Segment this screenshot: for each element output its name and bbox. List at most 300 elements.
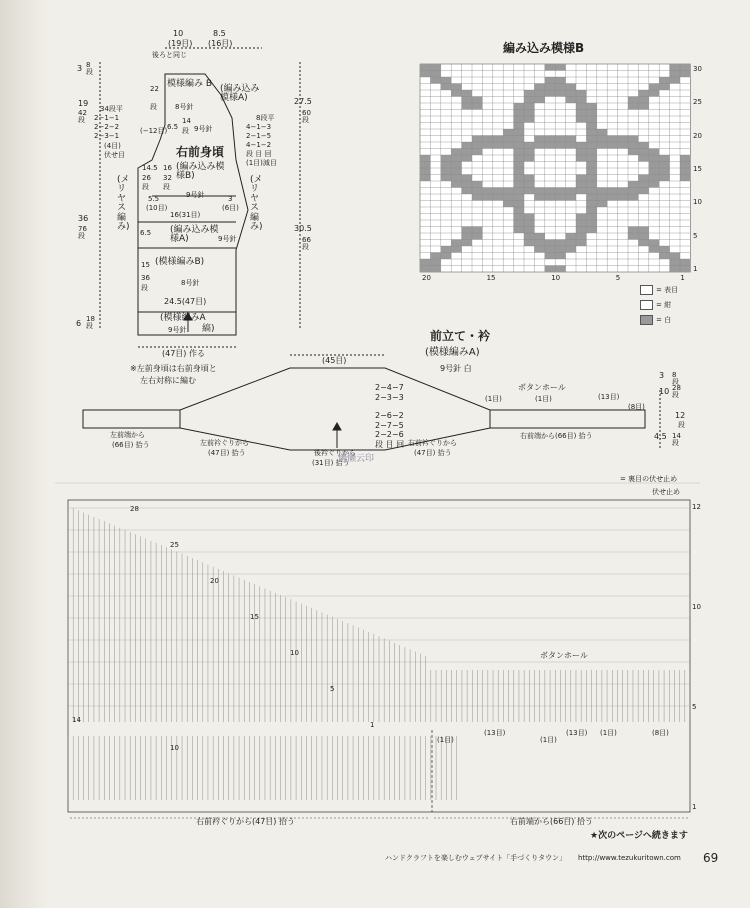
chart-b-cell <box>514 201 524 208</box>
chart-b-cell <box>638 142 648 149</box>
chart-b-cell <box>607 136 617 143</box>
chart-b-cell <box>576 233 586 240</box>
chart-b-cell <box>514 103 524 110</box>
chart-b-cell <box>503 136 513 143</box>
chart-b-cell <box>430 71 440 78</box>
chart-b-cell <box>555 64 565 71</box>
pick-back-neck-2: (31目) 拾う <box>312 459 350 467</box>
inc-1: 4−1−3 <box>246 123 272 131</box>
height-6: 6 <box>76 319 82 328</box>
chart-b-cell <box>545 240 555 247</box>
needle-9-mid: 9号針 <box>186 191 205 199</box>
chart-b-cell <box>649 175 659 182</box>
chart-b-cell <box>420 259 430 266</box>
chart-b-cell <box>586 168 596 175</box>
chart-b-cell <box>586 194 596 201</box>
detail-row-label: 10 <box>290 649 299 657</box>
chart-b-cell <box>514 149 524 156</box>
chart-b-cell <box>566 240 576 247</box>
chart-b-row-label: 20 <box>693 131 702 140</box>
chart-b-cell <box>420 71 430 78</box>
chart-b-cell <box>628 149 638 156</box>
chart-b-cell <box>586 136 596 143</box>
chart-b-cell <box>586 110 596 117</box>
chart-b-cell <box>545 246 555 253</box>
chart-b-cell <box>524 103 534 110</box>
chart-b-cell <box>618 194 628 201</box>
chart-b-cell <box>597 188 607 195</box>
chart-b-cell <box>586 181 596 188</box>
chart-b-cell <box>493 136 503 143</box>
chart-b-legend-2 <box>640 300 671 310</box>
chart-b-cell <box>638 181 648 188</box>
m-14: 14 <box>182 117 191 125</box>
legend-navy-label: = 紺 <box>656 301 672 309</box>
chart-b-cell <box>628 181 638 188</box>
jacquard-a-mid: (編み込み模様A) <box>170 225 219 244</box>
band-h-3: 3 <box>659 371 665 380</box>
chart-b-cell <box>545 90 555 97</box>
m-16: 16 <box>163 164 172 172</box>
chart-b-cell <box>576 142 586 149</box>
detail-right-row-label: 5 <box>692 703 697 711</box>
r-30-5-rows: 66段 <box>302 236 311 251</box>
detail-row-10b: 10 <box>170 744 179 752</box>
stockinette-right: (メリヤス編み) <box>250 175 263 233</box>
inc-4: 段 目 回 <box>246 150 272 158</box>
chart-b-cell <box>649 246 659 253</box>
chart-b-cell <box>628 142 638 149</box>
chart-b-cell <box>597 194 607 201</box>
chart-b-cell <box>514 123 524 130</box>
chart-b-cell <box>472 194 482 201</box>
chart-b-cell <box>514 188 524 195</box>
pick-right-neck: 右前衿ぐりから <box>408 439 457 447</box>
chart-b-cell <box>618 188 628 195</box>
band-bh-13: (13目) <box>598 393 620 401</box>
band-shaping-1: 2−4−7 <box>375 383 404 392</box>
chart-b-cell <box>441 253 451 260</box>
jacquard-b-label: (編み込み模様B) <box>176 162 225 181</box>
chart-b-cell <box>597 201 607 208</box>
chart-b-cell <box>566 97 576 104</box>
chart-b-row-label: 15 <box>693 165 702 173</box>
chart-b-cell <box>534 188 544 195</box>
pick-left-neck: 左前衿ぐりから <box>200 439 249 447</box>
band-shaping-6: 段 目 回 <box>375 440 405 449</box>
chart-b-title: 編み込み模様B <box>503 41 585 55</box>
jacquard-chart-b-grid <box>420 64 690 272</box>
chart-b-cell <box>451 155 461 162</box>
width-8-5: 8.5 <box>213 29 226 38</box>
pattern-b-top: 模様編み B <box>167 79 213 89</box>
band-h-3-rows: 8段 <box>672 371 679 386</box>
chart-b-cell <box>576 220 586 227</box>
chart-b-cell <box>451 84 461 91</box>
detail-bottom-right: 右前端から(66目) 拾う <box>510 817 593 826</box>
detail-row-14: 14 <box>72 716 81 724</box>
chart-b-cell <box>462 233 472 240</box>
band-shaping-4: 2−7−5 <box>375 421 404 430</box>
footer-site-label: ハンドクラフトを楽しむウェブサイト「手づくりタウン」 <box>385 854 567 862</box>
needle-8-low: 8号針 <box>181 279 200 287</box>
chart-b-cell <box>566 246 576 253</box>
pick-right-front: 右前端から(66目) 拾う <box>520 432 593 440</box>
chart-b-cell <box>462 188 472 195</box>
chart-b-cell <box>628 194 638 201</box>
chart-b-cell <box>514 227 524 234</box>
chart-b-cell <box>451 246 461 253</box>
chart-b-cell <box>566 142 576 149</box>
needle-9-top: 9号針 <box>194 125 213 133</box>
m-36-rows: 段 <box>141 284 148 292</box>
band-shaping-3: 2−6−2 <box>375 411 404 420</box>
chart-b-cell <box>586 155 596 162</box>
chart-b-cell <box>493 194 503 201</box>
chart-b-cell <box>420 162 430 169</box>
chart-b-cell <box>524 155 534 162</box>
mirror-note: ※左前身頃は右前身頃と <box>130 364 217 373</box>
chart-b-cell <box>514 214 524 221</box>
chart-b-cell <box>576 110 586 117</box>
stitch-detail-chart <box>68 500 690 818</box>
chart-b-cell <box>659 155 669 162</box>
chart-b-cell <box>670 253 680 260</box>
chart-b-cell <box>430 64 440 71</box>
chart-b-cell <box>451 149 461 156</box>
chart-b-cell <box>534 233 544 240</box>
chart-b-cell <box>441 162 451 169</box>
chart-b-cell <box>514 220 524 227</box>
chart-b-cell <box>514 207 524 214</box>
chart-b-cell <box>618 142 628 149</box>
chart-b-cell <box>503 142 513 149</box>
continue-note: ★次のページへ続きます <box>590 831 688 841</box>
inc-heading: 8段平 <box>256 114 275 122</box>
chart-b-cell <box>514 194 524 201</box>
chart-b-cell <box>524 233 534 240</box>
band-h-12: 12 <box>675 411 686 420</box>
chart-b-row-label: 1 <box>693 265 698 273</box>
chart-b-cell <box>545 136 555 143</box>
pick-left-neck-2: (47目) 拾う <box>208 449 246 457</box>
legend-swatch-knit <box>640 285 653 295</box>
chart-b-cell <box>638 227 648 234</box>
m-14-5: 14.5 <box>142 164 158 172</box>
chart-b-cell <box>555 84 565 91</box>
chart-b-cell <box>586 142 596 149</box>
chart-b-row-label: 30 <box>693 65 702 73</box>
chart-b-cell <box>576 227 586 234</box>
height-3: 3 <box>77 64 83 73</box>
chart-b-cell <box>462 142 472 149</box>
pattern-b-lower: (模様編みB) <box>155 257 205 267</box>
chart-b-cell <box>576 116 586 123</box>
chart-b-cell <box>628 97 638 104</box>
chart-b-cell <box>576 214 586 221</box>
chart-b-cell <box>670 64 680 71</box>
mirror-note-2: 左右対称に編む <box>140 376 196 385</box>
chart-b-cell <box>524 175 534 182</box>
needle-9-hem: 9号針 <box>168 326 187 334</box>
chart-b-cell <box>534 136 544 143</box>
chart-b-cell <box>628 136 638 143</box>
m-22-rows: 段 <box>150 103 157 111</box>
chart-b-cell <box>420 175 430 182</box>
band-bh-1: (1目) <box>485 395 502 403</box>
pick-left-front: 左前端から <box>110 431 145 439</box>
chart-b-cell <box>534 194 544 201</box>
chart-b-cell <box>545 77 555 84</box>
chart-b-cell <box>649 240 659 247</box>
chart-b-cell <box>555 194 565 201</box>
detail-bottom-left: 右前衿ぐりから(47目) 拾う <box>196 817 295 826</box>
detail-row-label: 28 <box>130 505 139 513</box>
m-26-rows: 段 <box>142 183 149 191</box>
chart-b-cell <box>680 64 690 71</box>
band-title: 前立て・衿 <box>430 329 491 343</box>
chart-b-cell <box>503 194 513 201</box>
band-subtitle: (模様編みA) <box>425 347 480 358</box>
chart-b-cell <box>586 175 596 182</box>
stockinette-left: (メリヤス編み) <box>117 175 130 233</box>
detail-bh-8: (8目) <box>652 729 669 737</box>
height-19: 19 <box>78 99 89 108</box>
r-27-5-rows: 60段 <box>302 109 311 124</box>
m-36: 36 <box>141 274 150 282</box>
chart-b-cell <box>441 77 451 84</box>
m-3: 3 <box>228 195 233 203</box>
chart-b-cell <box>576 188 586 195</box>
chart-b-cell <box>555 77 565 84</box>
chart-b-cell <box>462 181 472 188</box>
band-h-12-rows: 段 <box>678 421 685 429</box>
chart-b-legend-1 <box>640 285 678 295</box>
chart-b-cell <box>555 136 565 143</box>
chart-b-cell <box>680 266 690 273</box>
chart-b-cell <box>566 90 576 97</box>
detail-right-row-label: 1 <box>692 803 697 811</box>
chart-b-cell <box>462 240 472 247</box>
band-shaping-2: 2−3−3 <box>375 393 404 402</box>
m-6-5: 6.5 <box>167 123 179 131</box>
dec-row-1: 2−1−1 <box>94 114 120 122</box>
chart-b-cell <box>503 201 513 208</box>
chart-b-cell <box>451 181 461 188</box>
chart-b-cell <box>472 233 482 240</box>
dec-row-2: 2−2−2 <box>94 123 120 131</box>
chart-b-cell <box>576 240 586 247</box>
chart-b-cell <box>524 110 534 117</box>
chart-b-cell <box>638 103 648 110</box>
hem-word: 縞) <box>202 324 215 334</box>
chart-b-cell <box>534 84 544 91</box>
chart-b-cell <box>482 188 492 195</box>
chart-b-cell <box>462 175 472 182</box>
detail-right-row-label: 10 <box>692 603 701 611</box>
chart-b-cell <box>680 259 690 266</box>
dec-heading: 34段平 <box>100 105 123 113</box>
chart-b-row-label: 25 <box>693 98 702 107</box>
detail-bh-1: (1目) <box>437 736 454 744</box>
chart-b-cell <box>576 103 586 110</box>
chart-b-cell <box>649 90 659 97</box>
chart-b-cell <box>566 136 576 143</box>
chart-b-cell <box>586 103 596 110</box>
chart-b-cell <box>586 214 596 221</box>
chart-b-cell <box>576 181 586 188</box>
detail-row-label: 15 <box>250 613 259 621</box>
chart-b-cell <box>451 168 461 175</box>
chart-b-cell <box>524 214 534 221</box>
chart-b-cell <box>462 103 472 110</box>
chart-b-col-label: 5 <box>615 274 621 282</box>
chart-b-cell <box>597 136 607 143</box>
dec-row-5: 伏せ目 <box>104 151 125 159</box>
chart-b-cell <box>586 207 596 214</box>
chart-b-cell <box>472 181 482 188</box>
band-h-10-rows: 28段 <box>672 384 681 399</box>
detail-bh-1b: (1目) <box>540 736 557 744</box>
chart-b-cell <box>628 103 638 110</box>
band-top-stitches: (45目) <box>322 356 347 365</box>
legend-swatch-white <box>640 315 653 325</box>
chart-b-cell <box>659 77 669 84</box>
chart-b-cell <box>482 136 492 143</box>
band-bh-2: (1目) <box>535 395 552 403</box>
chart-b-cell <box>555 240 565 247</box>
chart-b-cell <box>441 168 451 175</box>
chart-b-cell <box>451 240 461 247</box>
chart-b-cell <box>472 149 482 156</box>
band-h-10: 10 <box>659 387 670 396</box>
page-number: 69 <box>703 851 719 865</box>
chart-b-cell <box>514 142 524 149</box>
chart-b-cell <box>566 188 576 195</box>
chart-b-cell <box>597 129 607 136</box>
chart-b-cell <box>649 84 659 91</box>
inc-5: (1目)減目 <box>246 159 277 167</box>
chart-b-cell <box>680 175 690 182</box>
chart-b-cell <box>441 175 451 182</box>
chart-b-cell <box>649 168 659 175</box>
chart-b-cell <box>545 188 555 195</box>
chart-b-cell <box>482 142 492 149</box>
chart-b-cell <box>649 155 659 162</box>
chart-b-cell <box>586 129 596 136</box>
height-36-rows: 76段 <box>78 225 87 240</box>
chart-b-cell <box>524 97 534 104</box>
band-buttonhole-label: ボタンホール <box>518 383 566 392</box>
chart-b-cell <box>586 116 596 123</box>
chart-b-cell <box>514 175 524 182</box>
band-h-4-5-rows: 14段 <box>672 432 681 447</box>
legend-white-label: = 白 <box>656 316 672 324</box>
chart-b-cell <box>670 71 680 78</box>
chart-b-cell <box>649 162 659 169</box>
chart-b-cell <box>524 188 534 195</box>
m-5-5: 5.5 <box>148 195 160 203</box>
chart-b-cell <box>524 240 534 247</box>
r-27-5: 27.5 <box>294 97 312 106</box>
chart-b-cell <box>441 84 451 91</box>
chart-b-cell <box>524 116 534 123</box>
chart-b-cell <box>649 181 659 188</box>
chart-b-cell <box>555 253 565 260</box>
chart-b-cell <box>638 149 648 156</box>
legend-knit-label: = 表目 <box>656 286 679 294</box>
chart-b-cell <box>524 181 534 188</box>
chart-b-cell <box>472 142 482 149</box>
chart-b-cell <box>462 227 472 234</box>
chart-b-cell <box>420 168 430 175</box>
chart-b-cell <box>462 149 472 156</box>
chart-b-cell <box>628 227 638 234</box>
chart-b-cell <box>472 227 482 234</box>
detail-buttonhole: ボタンホール <box>540 651 588 660</box>
detail-right-row-label: 12 <box>692 503 701 511</box>
pick-right-neck-2: (47目) 拾う <box>414 449 452 457</box>
chart-b-cell <box>514 181 524 188</box>
chart-b-cell <box>628 233 638 240</box>
chart-b-cell <box>670 259 680 266</box>
chart-b-cell <box>576 97 586 104</box>
chart-b-cell <box>462 97 472 104</box>
detail-bind-off: 伏せ止め <box>652 488 680 496</box>
chart-b-cell <box>566 233 576 240</box>
chart-b-cell <box>420 155 430 162</box>
chart-b-cell <box>472 136 482 143</box>
chart-b-cell <box>451 162 461 169</box>
chart-b-cell <box>680 162 690 169</box>
chart-b-cell <box>514 162 524 169</box>
chart-b-col-label: 15 <box>486 274 496 282</box>
chart-b-cell <box>534 97 544 104</box>
chart-b-cell <box>680 155 690 162</box>
chart-b-cell <box>576 155 586 162</box>
chart-b-cell <box>576 90 586 97</box>
width-10-stitches: (19目) <box>168 39 193 48</box>
chart-b-cell <box>586 188 596 195</box>
footer-url[interactable]: http://www.tezukuritown.com <box>578 854 681 862</box>
chart-b-cell <box>451 90 461 97</box>
chart-b-cell <box>607 142 617 149</box>
chart-b-cell <box>607 194 617 201</box>
chart-b-cell <box>638 175 648 182</box>
chart-b-cell <box>524 220 534 227</box>
m-24-5: 24.5(47目) <box>164 297 207 306</box>
chart-b-cell <box>534 142 544 149</box>
m-6-5b: 6.5 <box>140 229 152 237</box>
detail-row-label: 5 <box>330 685 335 693</box>
inc-3: 4−1−2 <box>246 141 272 149</box>
band-bh-8: (8目) <box>628 403 645 411</box>
m-10: (10目) <box>146 204 168 212</box>
dec-row-4: (4目) <box>104 142 121 150</box>
pick-left-front-2: (66目) 拾う <box>112 441 150 449</box>
chart-b-cell <box>430 266 440 273</box>
chart-b-cell <box>420 266 430 273</box>
chart-b-cell <box>618 136 628 143</box>
width-8-5-stitches: (16目) <box>208 39 233 48</box>
chart-b-cell <box>534 246 544 253</box>
chart-b-legend-3 <box>640 315 671 325</box>
r-30-5: 30.5 <box>294 224 312 233</box>
chart-b-cell <box>638 233 648 240</box>
chart-b-cell <box>586 149 596 156</box>
chart-b-cell <box>524 142 534 149</box>
chart-b-cell <box>638 188 648 195</box>
